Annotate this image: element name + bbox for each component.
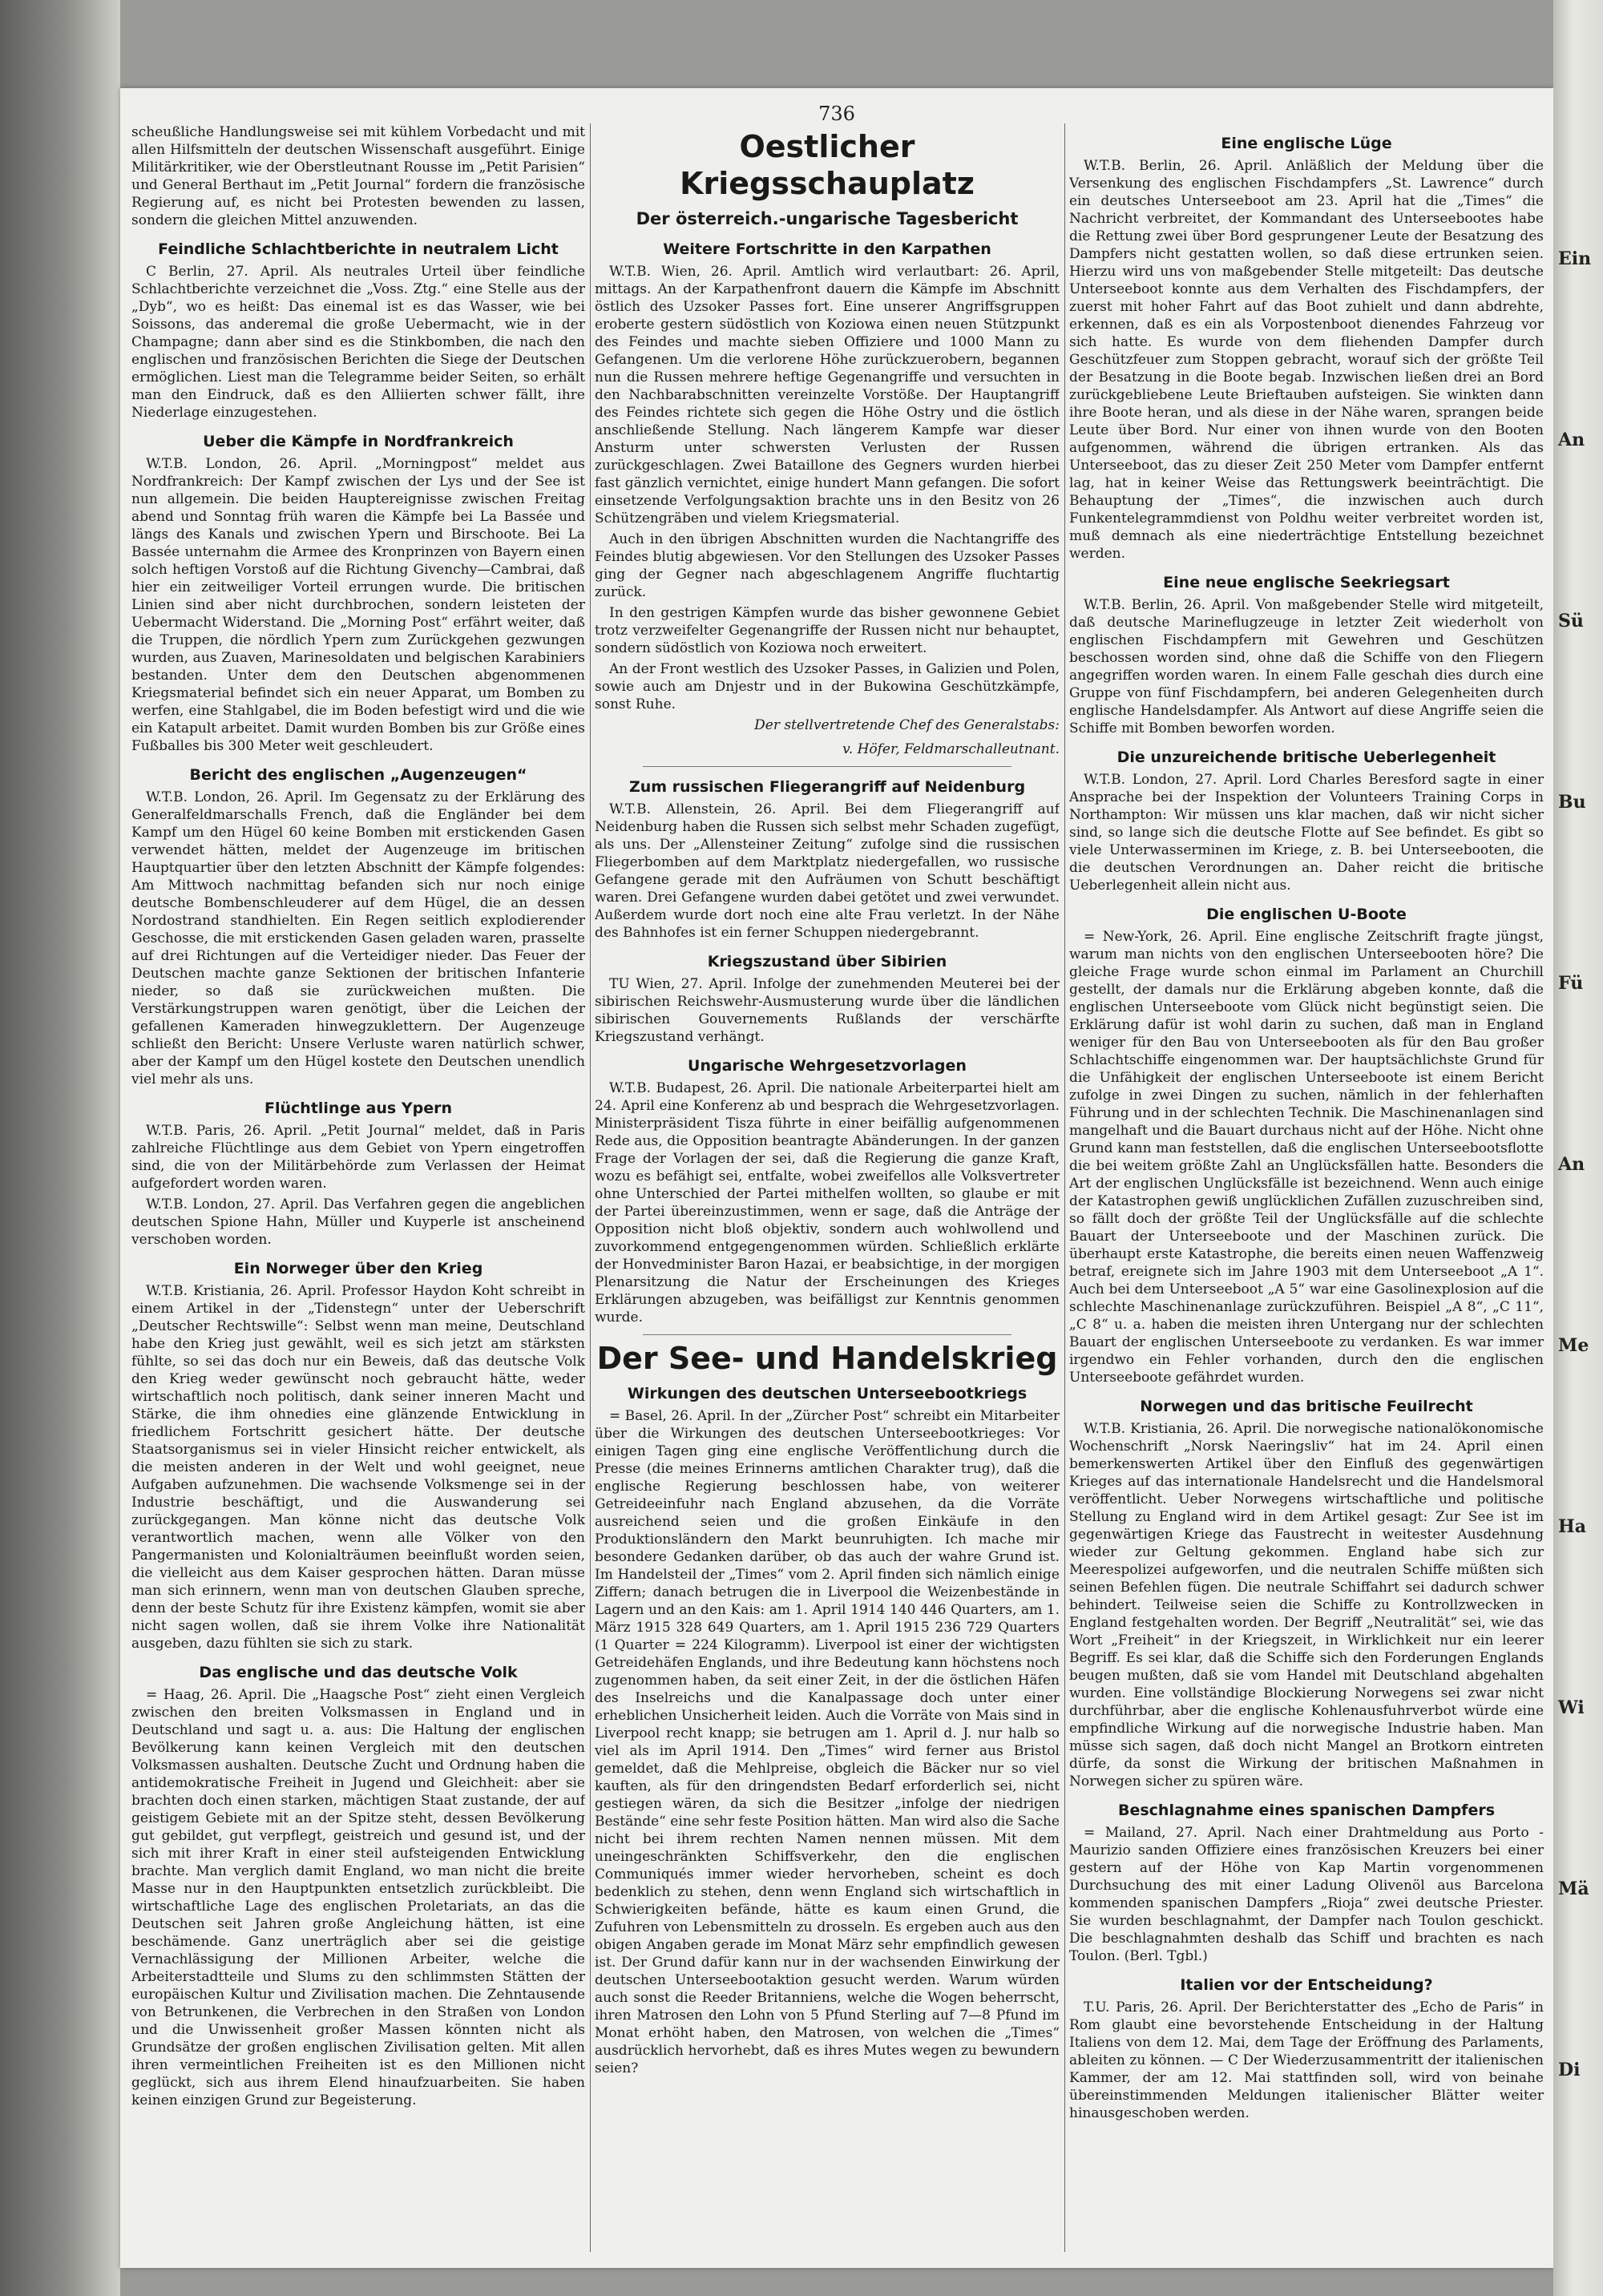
article-paragraph: = New-York, 26. April. Eine englische Zeitschrift fragte jüngst, warum man nichts von den englischen Unterseebooten höre? Die gleiche Frage wurde schon einmal im Parlament an Churchill gestellt, der damals nur die Erklärung abgeben konnte, daß die englischen Unterseeboote vom Glück nicht begünstigt seien. Die Erklärung dafür ist wohl darin zu suchen, daß man in England weniger für den Bau von Unterseebooten als für den Bau großer Schlachtschiffe eingenommen war. Der hauptsächlichste Grund für die Unfähigkeit der englischen Unterseeboote ist einem Bericht zufolge in zwei Dingen zu suchen, nämlich in der fehlerhaften Führung und in der schlechten Technik. Die Maschinenanlagen sind mangelhaft und die Bauart durchaus nicht auf der Höhe. Nicht ohne Grund kann man feststellen, daß die englischen Unterseebootsflotte die bei weitem größte Zahl an Unglücksfällen hatte. Besonders die Art der englischen Unglücksfälle ist bezeichnend. Wenn auch einige der Katastrophen gewiß unglücklichen Zufällen zuzuschreiben sind, so fällt doch der größte Teil der Unglücksfälle auf die schlechte Bauart der Unterseeboote und der Maschinen zurück. Die überhaupt erste Katastrophe, die bereits einen neuen Waffenzweig betraf, ereignete sich im Jahre 1903 mit dem Unterseeboot „A 1“. Auch bei dem Unterseeboot „A 5“ war eine Gasolinexplosion auf die schlechte Maschinenanlage zurückzuführen. Beispiel „A 8“, „C 11“, „C 8“ u. a. haben die meisten ihren Untergang nur der schlechten Bauart der englischen Unterseeboote zu verdanken. Es war immer irgendwo ein Fehler vorhanden, durch den die englischen Unterseeboote gefährdet wurden. <box>1069 929 1544 1386</box>
headline-norweger-krieg: Ein Norweger über den Krieg <box>233 1260 483 1277</box>
article-paragraph: W.T.B. Budapest, 26. April. Die nationale Arbeiterpartei hielt am 24. April eine Konferenz ab und besprach die Wehrgesetzvorlagen. Ministerpräsident Tisza führte in einer beifällig aufgenommenen Rede aus, die Opposition beantragte Abänderungen. In der ganzen Frage der Vorlagen der sei, daß die Regierung die ganze Kraft, wozu es befähigt sei, entfalte, wobei zweifellos alle Volksvertreter ohne Unterschied der Partei mithelfen wollten, so glaube er mit der Partei übereinzustimmen, wenn er sage, daß die Anträge der Opposition nicht bloß objektiv, sondern auch wohlwollend und zuvorkommend entgegengenommen würden. Schließlich erklärte der Honvedminister Baron Hazai, er beabsichtige, in der morgigen Plenarsitzung die Natur der Erscheinungen des Krieges Erklärungen abzugeben, was beifälligst zur Kenntnis genommen wurde. <box>595 1080 1060 1326</box>
edge-fragment: Me <box>1558 1335 1589 1356</box>
headline-seekriegsart: Eine neue englische Seekriegsart <box>1163 574 1450 591</box>
headline-fluechtlinge-ypern: Flüchtlinge aus Ypern <box>264 1100 452 1117</box>
article-continuation: scheußliche Handlungsweise sei mit kühlem Vorbedacht und mit allen Hilfsmitteln der deutschen Wissenschaft ausgeführt. Einige Militärkritiker, wie der Oberstleutnant Rousse im „Petit Parisien“ und General Berthaut im „Petit Journal“ fordern die französische Regierung auf, es nicht bei Protesten bewenden zu lassen, sondern die gleichen Mittel anzuwenden. <box>131 124 585 228</box>
headline-englische-uboote: Die englischen U-Boote <box>1206 906 1407 923</box>
subtitle-unterseebootkrieg: Wirkungen des deutschen Unterseebootkriegs <box>627 1385 1028 1402</box>
edge-fragment: Ha <box>1558 1516 1587 1537</box>
article-paragraph: W.T.B. London, 26. April. „Morningpost“ meldet aus Nordfrankreich: Der Kampf zwischen der Lys und der See ist nun allgemein. Die beiden Hauptereignisse zwischen Freitag abend und Sonntag früh waren die Kämpfe bei La Bassée und längs des Kanals und zwischen Ypern und Birschoote. Bei La Bassée unternahm die Armee des Kronprinzen von Bayern einen solch heftigen Vorstoß auf die Richtung Givenchy—Cambrai, daß hier ein zeitweiliger Vorteil errungen wurde. Die britischen Linien sind aber nicht durchbrochen, sondern leisteten der Uebermacht Widerstand. Die „Morning Post“ erfährt weiter, daß die Truppen, die nördlich Ypern zum Zurückgehen gezwungen wurden, aus Zuaven, Marinesoldaten und belgischen Karabiniers bestanden. Unter dem den Deutschen abgenommenen Kriegsmaterial befindet sich ein neuer Apparat, um Bomben zu werfen, eine Stahlgabel, die im Boden befestigt wird und die wie ein Katapult arbeitet. Damit wurden Bomben bis zur Größe eines Fußballes bis 300 Meter weit geschleudert. <box>131 456 585 754</box>
headline-kriegszustand-sibirien: Kriegszustand über Sibirien <box>707 953 947 970</box>
edge-fragment: Di <box>1558 2060 1581 2080</box>
article-paragraph: W.T.B. Kristiania, 26. April. Die norwegische nationalökonomische Wochenschrift „Norsk Naeringsliv“ hat im 24. April einen bemerkenswerten Artikel über den Einfluß des gegenwärtigen Krieges auf das internationale Handelsrecht und die Handelsmoral veröffentlicht. Ueber Norwegens wirtschaftliche und politische Stellung zu England wird in dem Artikel gesagt: Zur See ist im gegenwärtigen Kriege das Faustrecht in weitester Ausdehnung wieder zur Geltung gekommen. England habe sich zur Meerespolizei aufgeworfen, und die neutralen Schiffe müßten sich seinen Befehlen fügen. Die neutrale Schiffahrt sei dadurch schwer behindert. Teilweise seien die Schiffe zu Kontrollzwecken in England festgehalten worden. Der Begriff „Neutralität“ sei, wie das Wort „Freiheit“ in der Kriegszeit, in Wirklichkeit nur ein leerer Begriff. Es sei klar, daß die Schiffe sich den Forderungen Englands beugen mußten, daß sie vom Handel mit Deutschland abgehalten wurden. Eine vollständige Blockierung Norwegens sei zwar nicht durchführbar, aber die englische Kohlenausfuhrverbot würde eine empfindliche Wirkung auf die norwegische Industrie haben. Man müsse sich sagen, daß doch nicht Mangel an Brotkorn eintreten dürfe, da sonst die Wirkung der britischen Maßnahmen in Norwegen sicher zu spüren wäre. <box>1069 1421 1544 1790</box>
article-paragraph: TU Wien, 27. April. Infolge der zunehmenden Meuterei bei der sibirischen Reichswehr-Ausmusterung wurde über die ländlichen sibirischen Gouvernements Rußlands der verschärfte Kriegszustand verhängt. <box>595 976 1060 1045</box>
article-paragraph: W.T.B. London, 27. April. Lord Charles Beresford sagte in einer Ansprache bei der Inspektion der Volunteers Training Corps in Northampton: Wir müssen uns klar machen, daß wir nicht sicher sind, so lange sich die deutsche Flotte auf See befindet. Es gibt so viele Unterwasserminen im Kriege, z. B. bei Unterseebooten, die die deutschen Verordnungen an. Daher reicht die britische Ueberlegenheit allein nicht aus. <box>1069 772 1544 894</box>
edge-fragment: Sü <box>1558 611 1584 632</box>
headline-kaempfe-nordfrankreich: Ueber die Kämpfe in Nordfrankreich <box>203 433 514 450</box>
article-paragraph: W.T.B. Paris, 26. April. „Petit Journal“ meldet, daß in Paris zahlreiche Flüchtlinge aus dem Gebiet von Ypern eingetroffen sind, die von der Militärbehörde zum Verlassen der Heimat aufgefordert worden waren. <box>131 1123 585 1192</box>
headline-italien-entscheidung: Italien vor der Entscheidung? <box>1180 1976 1433 1994</box>
headline-fortschritte-karpathen: Weitere Fortschritte in den Karpathen <box>663 240 991 258</box>
article-paragraph: In den gestrigen Kämpfen wurde das bisher gewonnene Gebiet trotz verzweifelter Gegenangriffe der Russen nicht nur behauptet, sondern südöstlich von Koziowa noch erweitert. <box>595 605 1060 656</box>
section-title-oestlicher-kriegsschauplatz: Oestlicher Kriegsschauplatz <box>680 129 975 201</box>
headline-fliegerangriff-neidenburg: Zum russischen Fliegerangriff auf Neidenburg <box>628 778 1026 796</box>
article-paragraph: = Mailand, 27. April. Nach einer Drahtmeldung aus Porto - Maurizio sanden Offiziere eines französischen Kreuzers bei einer gestern auf der Höhe von Kap Martin vorgenommenen Durchsuchung des mit einer Ladung Olivenöl aus Barcelona kommenden spanischen Dampfers „Rioja“ zwei deutsche Priester. Sie wurden beschlagnahmt, der Dampfer nach Toulon geschickt. Die beschlagnahmten deshalb das Schiff und brachten es nach Toulon. (Berl. Tgbl.) <box>1069 1825 1544 1964</box>
subtitle-tagesbericht: Der österreich.-ungarische Tagesbericht <box>636 209 1019 228</box>
page-number: 736 <box>818 103 855 125</box>
column-rule <box>590 123 591 2252</box>
column-middle <box>595 123 1060 2252</box>
article-paragraph: T.U. Paris, 26. April. Der Berichterstatter des „Echo de Paris“ in Rom glaubt eine bevorstehende Entscheidung in der Haltung Italiens von dem 12. Mai, dem Tage der Eröffnung des Parlaments, ableiten zu können. — C Der Wiederzusammentritt der italienischen Kammer, der am 12. Mai stattfinden soll, wird von beinahe übereinstimmenden Meldungen italienischer Blätter weiter hinausgeschoben werden. <box>1069 1999 1544 2121</box>
headline-englische-luege: Eine englische Lüge <box>1221 135 1392 152</box>
section-title-see-handelskrieg: Der See- und Handelskrieg <box>596 1341 1058 1376</box>
edge-fragment: Fü <box>1558 973 1584 994</box>
signature-name: v. Höfer, Feldmarschalleutnant. <box>842 741 1060 757</box>
edge-fragment: Mä <box>1558 1878 1589 1899</box>
article-paragraph: C Berlin, 27. April. Als neutrales Urteil über feindliche Schlachtberichte verzeichnet die „Voss. Ztg.“ eine Stelle aus der „Dyb“, wo es heißt: Das einemal ist es das Wasser, wie bei Soissons, das anderemal die große Uebermacht, wie in der Champagne; dann aber sind es die Stinkbomben, die nach den englischen und französischen Berichten die Siege der Deutschen ermöglichen. Liest man die Telegramme beider Seiten, so erhält man den Eindruck, daß es den Alliierten schwer fällt, ihre Niederlage einzugestehen. <box>131 264 585 421</box>
article-paragraph: = Haag, 26. April. Die „Haagsche Post“ zieht einen Vergleich zwischen den breiten Volksmassen in England und in Deutschland und sagt u. a. aus: Die Haltung der englischen Bevölkerung kann keinen Vergleich mit den deutschen Volksmassen aushalten. Deutsche Zucht und Ordnung haben die antidemokratische Freiheit in Jugend und Gleichheit: aber sie brachten doch einen starken, mächtigen Staat zustande, der auf geistigem Gebiete mit an der Spitze steht, dessen Bevölkerung gut gebildet, gut verpflegt, geistreich und gesund ist, und der sich mit ihrer Kraft in einer steil aufsteigenden Entwicklung brachte. Man verglich damit England, wo man nicht die breite Masse nur in den Hauptpunkten entsetzlich zurückbleibt. Die wirtschaftliche Lage des englischen Proletariats, an das die Deutschen seit Jahren große Angleichung hätten, ist eine beschämende. Ganz unerträglich aber sei die geistige Vernachlässigung der Millionen Arbeiter, welche die Arbeiterstadtteile und Slums zu den schlimmsten Stätten der europäischen Kultur und Zivilisation machen. Die Zehntausende von Betrunkenen, die Verbrechen in den Straßen von London und die Unwissenheit großer Massen könnten nicht als Grundsätze der großen englischen Zivilisation gelten. Mit allen ihren vermeintlichen Freiheiten ist es den Millionen nicht geglückt, sich aus ihrem Elend hinaufzuarbeiten. Sie haben keinen einzigen Grund zur Begeisterung. <box>131 1687 585 2108</box>
article-paragraph: An der Front westlich des Uzsoker Passes, in Galizien und Polen, sowie auch am Dnjestr und in der Bukowina Geschützkämpfe, sonst Ruhe. <box>595 661 1060 712</box>
edge-fragment: Bu <box>1558 792 1586 813</box>
article-separator <box>643 766 1011 767</box>
edge-fragment: An <box>1558 1154 1585 1175</box>
article-separator <box>643 1334 1011 1335</box>
headline-bericht-augenzeugen: Bericht des englischen „Augenzeugen“ <box>189 766 527 784</box>
newspaper-page <box>120 88 1553 2268</box>
article-paragraph: W.T.B. Berlin, 26. April. Anläßlich der Meldung über die Versenkung des englischen Fischdampfers „St. Lawrence“ durch ein deutsches Unterseeboot am 23. April hat die „Times“ die Nachricht verbreitet, der Kommandant des Unterseebootes habe die Rettung zwei über Bord gesprungener Leute der Besatzung des Dampfers nicht gestatten wollen, so daß diese ertrunken seien. Hierzu wird uns von maßgebender Stelle mitgeteilt: Das deutsche Unterseeboot konnte aus dem Verhalten des Fischdampfers, der zuerst mit hoher Fahrt auf das Boot zuhielt und dann abdrehte, erkennen, daß es ein als Vorpostenboot dienendes Fahrzeug vor sich hatte. Es wurde von dem fliehenden Dampfer durch Geschützfeuer zum Stoppen gebracht, worauf sich der größte Teil der Besatzung in die Boote begab. Inzwischen ließen drei an Bord zurückgebliebene Leute Brieftauben aufsteigen. Sie winkten dann ihre Boote heran, und als diese in der Nähe waren, sprangen beide Leute über Bord. Nur einer von ihnen wurde von den Booten aufgenommen, während die übrigen ertranken. Als das Unterseeboot, das zu dieser Zeit 250 Meter vom Dampfer entfernt lag, hat in keiner Weise das Rettungswerk beeinträchtigt. Die Behauptung der „Times“, die inzwischen auch durch Funkentelegrammdienst von Poldhu weiter verbreitet worden ist, muß demnach als eine niederträchtige Entstellung bezeichnet werden. <box>1069 158 1544 562</box>
headline-spanischer-dampfer: Beschlagnahme eines spanischen Dampfers <box>1117 1802 1496 1819</box>
scan-left-gutter <box>0 0 120 2296</box>
article-paragraph: W.T.B. Allenstein, 26. April. Bei dem Fliegerangriff auf Neidenburg haben die Russen sich selbst mehr Schaden zugefügt, als uns. Der „Allensteiner Zeitung“ zufolge sind die russischen Fliegerbomben auf dem Marktplatz niedergefallen, wo russische Gefangene gerade mit den Aufräumen von Schutt beschäftigt waren. Drei Gefangene wurden dabei getötet und zwei verwundet. Außerdem wurde dort noch eine alte Frau verletzt. In der Nähe des Bahnhofes ist ein ferner Schuppen niedergebrannt. <box>595 801 1060 941</box>
edge-fragment-list <box>1553 240 1603 2088</box>
adjacent-page-edge <box>1553 0 1603 2296</box>
column-right <box>1069 123 1544 2252</box>
headline-englische-deutsche-volk: Das englische und das deutsche Volk <box>199 1664 518 1681</box>
headline-britische-ueberlegenheit: Die unzureichende britische Ueberlegenheit <box>1116 749 1496 766</box>
column-rule <box>1064 123 1065 2252</box>
column-left <box>131 123 585 2252</box>
article-paragraph: W.T.B. Berlin, 26. April. Von maßgebender Stelle wird mitgeteilt, daß deutsche Marineflugzeuge in letzter Zeit wiederholt von englischen Fischdampfern mit Gewehren und Geschützen beschossen worden sind, ohne daß die Schiffe von den Fliegern angegriffen worden waren. In einem Falle geschah dies durch eine Gruppe von fünf Fischdampfern, bei anderen Gelegenheiten durch englische Handelsdampfer. Als Antwort auf diese Angriffe seien die Schiffe mit Bomben beworfen worden. <box>1069 597 1544 736</box>
edge-fragment: Wi <box>1558 1697 1585 1718</box>
article-paragraph: Auch in den übrigen Abschnitten wurden die Nachtangriffe des Feindes blutig abgewiesen. Vor den Stellungen des Uzsoker Passes ging der Gegner nach abgeschlagenem Angriffe fluchtartig zurück. <box>595 531 1060 600</box>
article-paragraph: = Basel, 26. April. In der „Zürcher Post“ schreibt ein Mitarbeiter über die Wirkungen des deutschen Unterseebootkrieges: Vor einigen Tagen ging eine englische Veröffentlichung durch die Presse (die meines Erinnerns amtlichen Charakter trug), daß die englische Regierung beschlossen habe, von weiterer Getreideeinfuhr nach England abzusehen, da die Vorräte ausreichend seien und die großen Einkäufe in den Produktionsländern den Markt beunruhigten. Ich mache mir besondere Gedanken darüber, ob das auch der wahre Grund ist. Im Handelsteil der „Times“ vom 2. April finden sich nämlich einige Ziffern; danach betrugen die in Liverpool die Weizenbestände in Lagern und an den Kais: am 1. April 1914 140 446 Quarters, am 1. März 1915 328 649 Quarters, am 1. April 1915 236 729 Quarters (1 Quarter = 224 Kilogramm). Liverpool ist einer der wichtigsten Getreidehäfen Englands, und ihre Bedeutung kann höchstens noch zugenommen haben, da seit einer Zeit, in der die östlichen Häfen des Inselreichs und die Kanalpassage doch unter einer erheblichen Unsicherheit leiden. Auch die Vorräte von Mais sind in Liverpool recht knapp; sie betrugen am 1. April d. J. nur halb so viel als im April 1914. Den „Times“ wird ferner aus Bristol gemeldet, daß die Mehlpreise, obgleich die Bäcker nur so viel kauften, als für den dringendsten Bedarf erforderlich sei, nicht gestiegen wären, da sich die Besitzer „infolge der niedrigen Bestände“ eine sehr feste Position hätten. Man wird also die Sache nicht bei ihrem rechten Namen nennen müssen. Mit dem uneingeschränkten Schiffsverkehr, den die englischen Communiqués immer wieder hervorheben, scheint es doch bedenklich zu stehen, denn wenn England sich wirtschaftlich in Schwierigkeiten befände, hätte es kaum einen Grund, die Zufuhren von Lebensmitteln zu drosseln. Es ergeben auch aus den obigen Angaben gerade im Monat März sehr empfindlich gewesen ist. Der Grund dafür kann nur in der wachsenden Einwirkung der deutschen Unterseebootaktion gesucht werden. Warum würden auch sonst die Reeder Britanniens, welche die Wogen beherrscht, ihren Matrosen den Lohn von 5 Pfund Sterling auf 7—8 Pfund im Monat erhöht haben, den Matrosen, von welchen die „Times“ ausdrücklich hervorhebt, daß es ihres Mutes wegen zu bewundern seien? <box>595 1408 1060 2076</box>
headline-feindliche-schlachtberichte: Feindliche Schlachtberichte in neutralem Licht <box>158 240 559 258</box>
signature-line: Der stellvertretende Chef des Generalstabs: <box>754 717 1060 733</box>
edge-fragment: An <box>1558 430 1585 450</box>
headline-ungarische-wehrgesetzvorlagen: Ungarische Wehrgesetzvorlagen <box>688 1057 967 1075</box>
headline-norwegen-faustrecht: Norwegen und das britische Feuilrecht <box>1140 1398 1473 1415</box>
article-paragraph: W.T.B. London, 27. April. Das Verfahren gegen die angeblichen deutschen Spione Hahn, Müller und Kuyperle ist anscheinend verschoben worden. <box>131 1196 585 1248</box>
edge-fragment: Ein <box>1558 248 1592 269</box>
article-paragraph: W.T.B. Kristiania, 26. April. Professor Haydon Koht schreibt in einem Artikel in der „Tidenstegn“ unter der Ueberschrift „Deutscher Rechtswille“: Selbst wenn man meine, Deutschland habe den Krieg just gewählt, weil es sich jetzt am stärksten fühlte, so sei das doch nur ein Beweis, daß das deutsche Volk den Krieg weder gewünscht noch gebraucht hätte, weder wirtschaftlich noch politisch, dank seiner inneren Macht und Stärke, die ihm ohnedies eine glänzende Entwicklung in friedlichem Fortschritt gesichert hätte. Der deutsche Staatsorganismus sei in vieler Hinsicht reicher entwickelt, als die meisten anderen in der Welt und wohl geeignet, neue Aufgaben aufzunehmen. Die wachsende Volksmenge sei in der Industrie beschäftigt, und die Auswanderung sei zurückgegangen. Man könne nicht das deutsche Volk verantwortlich machen, wenn alle Völker von den Pangermanisten und Kolonialträumen beeinflußt worden seien, die vielleicht aus dem Kaiser gesprochen hätten. Daran müsse man sich erinnern, wenn man von deutschen Glauben spreche, denn der beste Schutz für ihre Existenz kämpfen, womit sie aber nicht sagen wollen, daß sie ihrem Volke ihre Nationalität ausgeben, dazu fühlten sie sich zu stark. <box>131 1283 585 1652</box>
article-paragraph: W.T.B. London, 26. April. Im Gegensatz zu der Erklärung des Generalfeldmarschalls French, daß die Engländer bei dem Kampf um den Hügel 60 keine Bomben mit erstickenden Gasen verwendet hätten, meldet der Augenzeuge im britischen Hauptquartier über den letzten Abschnitt der Kämpfe folgendes: Am Mittwoch nachmittag befanden sich nur noch einige deutsche Bombenschleuderer auf dem Hügel, die an dessen Nordostrand standhielten. Ein Regen seitlich explodierender Geschosse, die mit erstickenden Gasen geladen waren, prasselte auf drei Richtungen auf die Verteidiger nieder. Das Feuer der Deutschen machte ganze Sektionen der britischen Infanterie nieder, so daß sie zurückweichen mußten. Die Verstärkungstruppen waren genötigt, über die Leichen der gefallenen Kameraden hinwegzuklettern. Der Augenzeuge schließt den Bericht: Unsere Verluste waren natürlich schwer, aber der Kampf um den Hügel kostete den Deutschen unendlich viel mehr als uns. <box>131 789 585 1087</box>
article-paragraph: W.T.B. Wien, 26. April. Amtlich wird verlautbart: 26. April, mittags. An der Karpathenfront dauern die Kämpfe im Abschnitt östlich des Uzsoker Passes fort. Eine unserer Angriffsgruppen eroberte gestern südöstlich von Koziowa einen neuen Stützpunkt des Feindes und machte sieben Offiziere und 1000 Mann zu Gefangenen. Um die verlorene Höhe zurückzuerobern, begannen nun die Russen mehrere heftige Gegenangriffe und versuchten in den Nachbarabschnitten vereinzelte Vorstöße. Der Hauptangriff des Feindes richtete sich gegen die Höhe Ostry und die östlich anschließende Stellung. Nach längerem Kampfe war dieser Ansturm unter schwersten Verlusten der Russen zurückgeschlagen. Zwei Bataillone des Gegners wurden hierbei fast gänzlich vernichtet, einige hundert Mann gefangen. Die sofort einsetzende Verfolgungsaktion brachte uns in den Besitz von 26 Schützengräben und vielem Kriegsmaterial. <box>595 264 1060 527</box>
